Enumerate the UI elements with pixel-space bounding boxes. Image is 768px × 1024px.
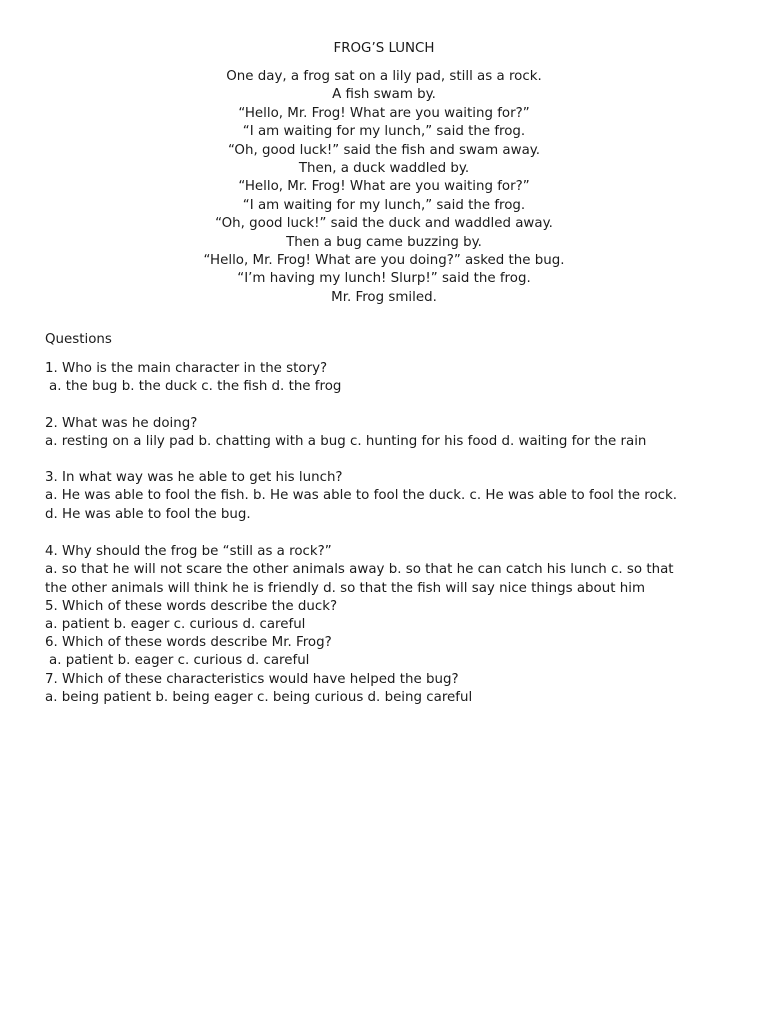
story-line: “Hello, Mr. Frog! What are you waiting for?” [238, 105, 530, 121]
story-line: “I am waiting for my lunch,” said the frog. [242, 197, 526, 213]
answer-choices: a. the bug b. the duck c. the fish d. the frog [49, 379, 342, 395]
story-line: Mr. Frog smiled. [331, 289, 437, 305]
questions-heading: Questions [45, 332, 112, 347]
question-text: 2. What was he doing? [45, 416, 198, 431]
question-block-3 [45, 469, 745, 524]
question-text: 5. Which of these words describe the duck? [45, 599, 338, 614]
question-block-4 [45, 543, 745, 598]
answer-choices: a. patient b. eager c. curious d. careful [45, 617, 306, 633]
answer-choices: the other animals will think he is friendly d. so that the fish will say nice things about him [45, 580, 645, 596]
question-text: 7. Which of these characteristics would have helped the bug? [45, 672, 459, 687]
page-title: FROG’S LUNCH [333, 41, 435, 56]
answer-choices: a. being patient b. being eager c. being curious d. being careful [45, 690, 473, 706]
question-text: 4. Why should the frog be “still as a rock?” [45, 544, 332, 559]
answer-choices: a. He was able to fool the fish. b. He was able to fool the duck. c. He was able to fool the rock. [45, 488, 678, 504]
question-block-5 [45, 598, 745, 635]
story-text [0, 68, 768, 307]
story-line: “Hello, Mr. Frog! What are you waiting for?” [238, 179, 530, 195]
answer-choices: a. so that he will not scare the other animals away b. so that he can catch his lunch c. so that [45, 562, 674, 578]
question-block-7 [45, 671, 745, 708]
question-text: 1. Who is the main character in the story? [45, 361, 328, 376]
question-text: 3. In what way was he able to get his lunch? [45, 470, 343, 485]
question-block-2 [45, 415, 745, 452]
story-line: “Oh, good luck!” said the fish and swam away. [227, 142, 541, 158]
question-text: 6. Which of these words describe Mr. Frog? [45, 635, 332, 650]
story-line: One day, a frog sat on a lily pad, still as a rock. [226, 69, 542, 84]
question-block-1 [45, 360, 745, 397]
question-block-6 [45, 634, 745, 671]
story-line: Then a bug came buzzing by. [286, 234, 482, 250]
answer-choices: a. patient b. eager c. curious d. careful [49, 653, 310, 669]
answer-choices: a. resting on a lily pad b. chatting with a bug c. hunting for his food d. waiting for the rain [45, 434, 647, 450]
story-line: “I am waiting for my lunch,” said the frog. [242, 124, 526, 140]
story-line: “Hello, Mr. Frog! What are you doing?” asked the bug. [203, 253, 565, 269]
story-line: “Oh, good luck!” said the duck and waddled away. [215, 216, 553, 232]
story-line: Then, a duck waddled by. [298, 161, 470, 177]
story-line: “I’m having my lunch! Slurp!” said the frog. [237, 271, 531, 287]
story-line: A fish swam by. [332, 87, 436, 103]
answer-choices: d. He was able to fool the bug. [45, 506, 251, 522]
